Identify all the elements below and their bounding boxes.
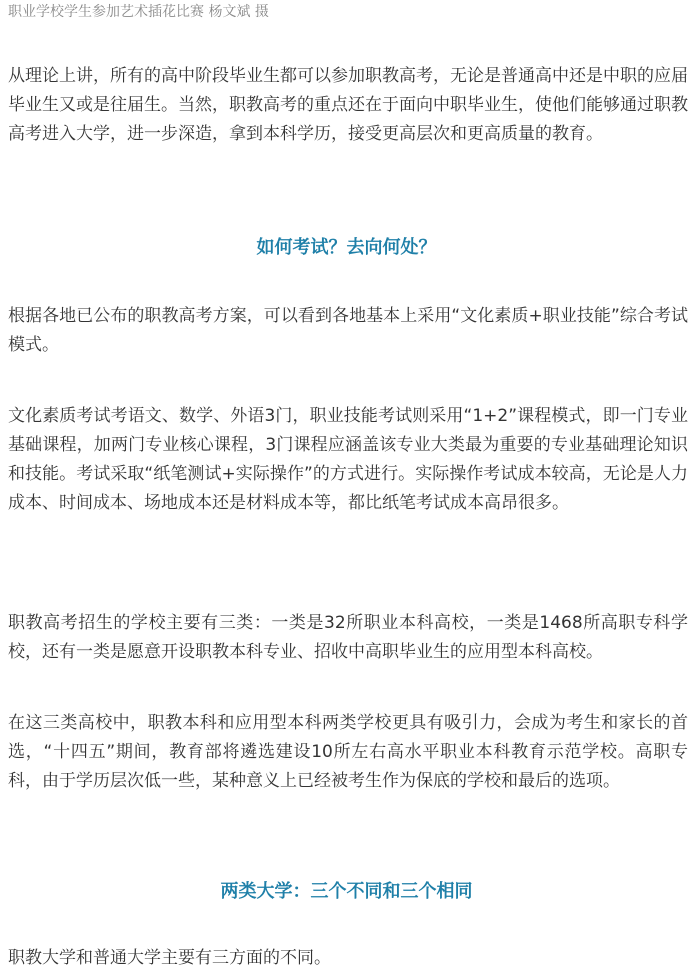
section-heading-exam: 如何考试？去向何处？ xyxy=(256,237,437,258)
paragraph-exam-eligibility: 从理论上讲，所有的高中阶段毕业生都可以参加职教高考，无论是普通高中还是中职的应届毕业生又或是往届生。当然，职教高考的重点还在于面向中职毕业生，使他们能够通过职教高考进入大学，进一步深造，拿到本科学历，接受更高层次和更高质量的教育。 xyxy=(8,66,688,144)
paragraph-exam-subjects: 文化素质考试考语文、数学、外语3门，职业技能考试则采用“1+2”课程模式，即一门专业基础课程，加两门专业核心课程，3门课程应涵盖该专业大类最为重要的专业基础理论知识和技能。考试采取“纸笔测试+实际操作”的方式进行。实际操作考试成本较高，无论是人力成本、时间成本、场地成本还是材料成本等，都比纸笔考试成本高昂很多。 xyxy=(8,406,688,513)
paragraph-exam-mode: 根据各地已公布的职教高考方案，可以看到各地基本上采用“文化素质+职业技能”综合考试模式。 xyxy=(8,306,688,355)
photo-caption: 职业学校学生参加艺术插花比赛 杨文斌 摄 xyxy=(8,4,269,20)
paragraph-differences: 职教大学和普通大学主要有三方面的不同。 xyxy=(8,948,331,968)
section-heading-university-types: 两类大学：三个不同和三个相同 xyxy=(220,881,473,902)
paragraph-school-preference: 在这三类高校中，职教本科和应用型本科两类学校更具有吸引力，会成为考生和家长的首选，“十四五”期间，教育部将遴选建设10所左右高水平职业本科教育示范学校。高职专科，由于学历层次低一些，某种意义上已经被考生作为保底的学校和最后的选项。 xyxy=(8,713,688,791)
paragraph-school-types: 职教高考招生的学校主要有三类：一类是32所职业本科高校，一类是1468所高职专科学校，还有一类是愿意开设职教本科专业、招收中高职毕业生的应用型本科高校。 xyxy=(8,613,688,662)
